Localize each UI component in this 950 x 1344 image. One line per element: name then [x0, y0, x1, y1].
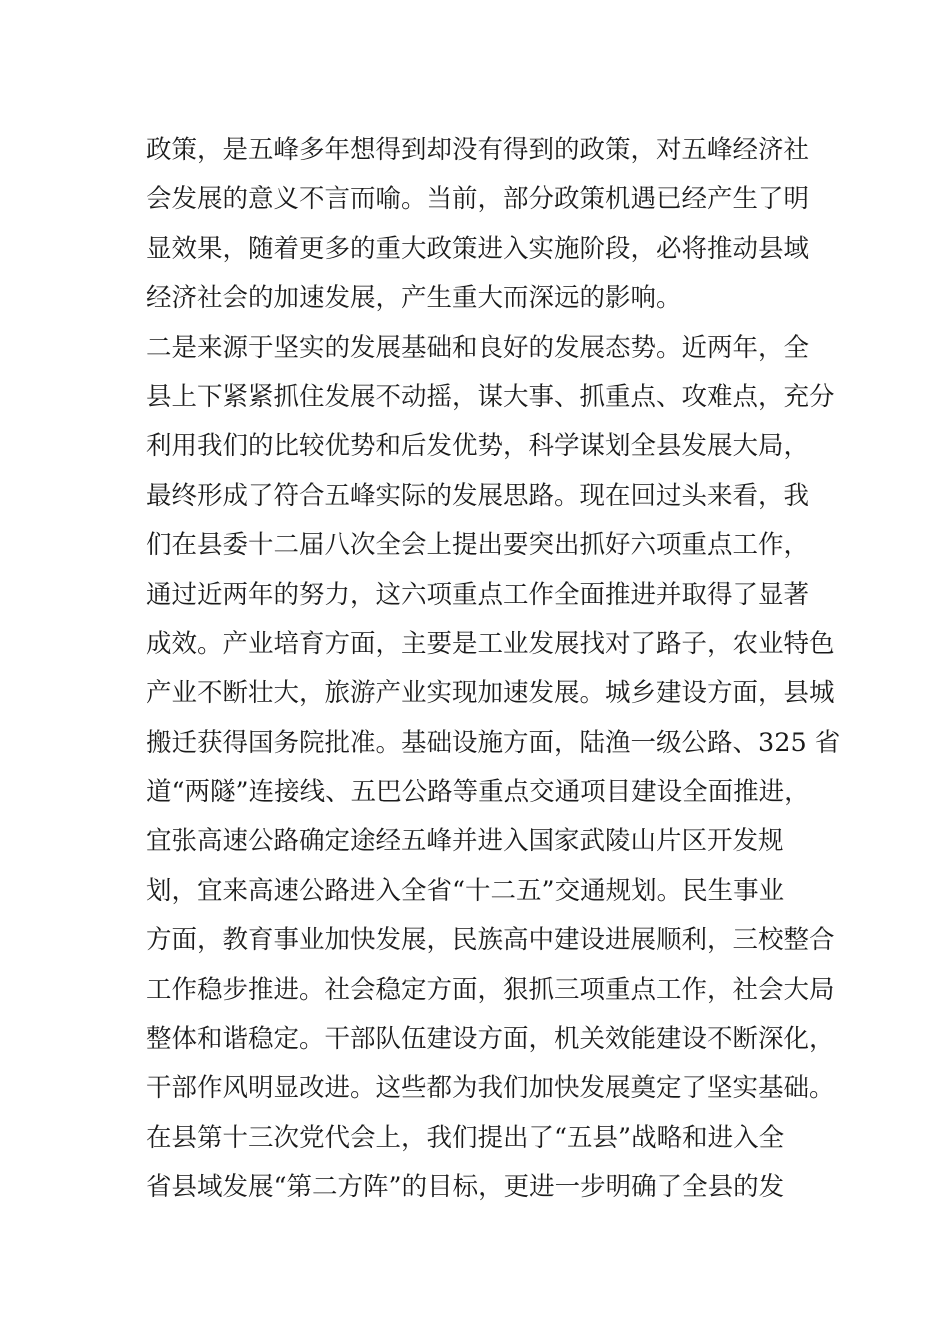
text-line: 省县域发展“第二方阵”的目标，更进一步明确了全县的发 — [146, 1172, 785, 1203]
text-line: 二是来源于坚实的发展基础和良好的发展态势。近两年，全 — [146, 332, 810, 363]
text-line: 干部作风明显改进。这些都为我们加快发展奠定了坚实基础。 — [146, 1073, 835, 1104]
text-line: 通过近两年的努力，这六项重点工作全面推进并取得了显著 — [146, 579, 810, 610]
text-line: 划，宜来高速公路进入全省“十二五”交通规划。民生事业 — [146, 875, 785, 906]
text-line: 产业不断壮大，旅游产业实现加速发展。城乡建设方面，县城 — [146, 678, 835, 709]
text-line: 最终形成了符合五峰实际的发展思路。现在回过头来看，我 — [146, 480, 810, 511]
text-line: 们在县委十二届八次全会上提出要突出抓好六项重点工作， — [146, 530, 810, 561]
text-line: 显效果，随着更多的重大政策进入实施阶段，必将推动县域 — [146, 233, 810, 264]
text-line: 利用我们的比较优势和后发优势，科学谋划全县发展大局， — [146, 431, 810, 462]
text-line: 政策，是五峰多年想得到却没有得到的政策，对五峰经济社 — [146, 135, 810, 165]
text-line: 宜张高速公路确定途经五峰并进入国家武陵山片区开发规 — [146, 826, 784, 857]
text-line: 会发展的意义不言而喻。当前，部分政策机遇已经产生了明 — [146, 184, 810, 215]
text-line: 方面，教育事业加快发展，民族高中建设进展顺利，三校整合 — [146, 925, 835, 956]
text-line: 整体和谐稳定。干部队伍建设方面，机关效能建设不断深化， — [146, 1024, 835, 1055]
text-line: 成效。产业培育方面，主要是工业发展找对了路子，农业特色 — [146, 628, 835, 659]
text-line: 县上下紧紧抓住发展不动摇，谋大事、抓重点、攻难点，充分 — [146, 381, 835, 412]
text-line: 道“两隧”连接线、五巴公路等重点交通项目建设全面推进， — [146, 777, 810, 808]
text-line: 搬迁获得国务院批准。基础设施方面，陆渔一级公路、325 省 — [146, 727, 841, 758]
text-line: 在县第十三次党代会上，我们提出了“五县”战略和进入全 — [146, 1122, 785, 1153]
text-line: 经济社会的加速发展，产生重大而深远的影响。 — [146, 283, 682, 314]
text-line: 工作稳步推进。社会稳定方面，狠抓三项重点工作，社会大局 — [146, 974, 835, 1005]
body-text — [146, 126, 841, 1213]
